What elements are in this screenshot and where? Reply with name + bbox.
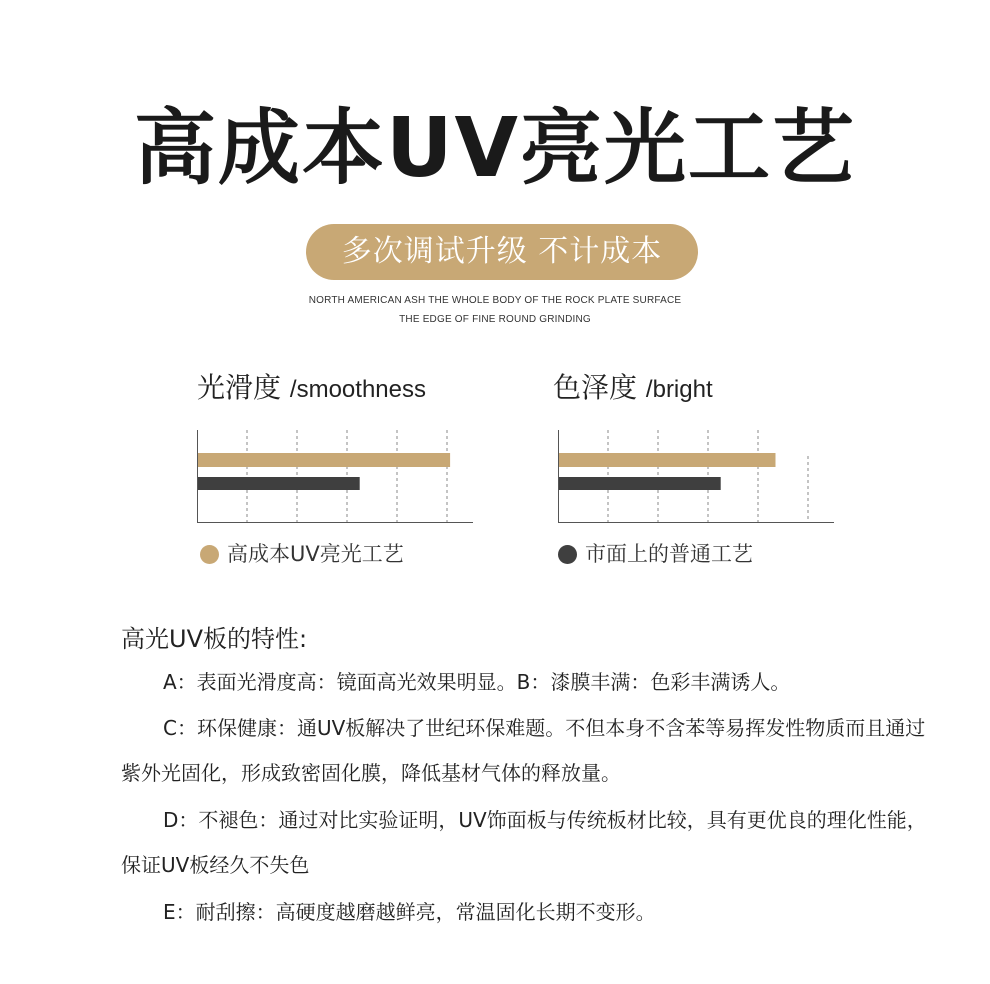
legend-market-label: 市面上的普通工艺 (585, 542, 753, 566)
english-caption-line-1: NORTH AMERICAN ASH THE WHOLE BODY OF THE ROCK PLATE SURFACE (308, 295, 682, 306)
legend-market (558, 544, 753, 565)
high-cost-bar (559, 453, 776, 467)
dark-dot-icon (558, 545, 577, 564)
legend-high-cost-label: 高成本UV亮光工艺 (227, 542, 404, 566)
feature-paragraph-e: E：耐刮擦：高硬度越磨越鲜亮，常温固化长期不变形。 (163, 900, 656, 924)
smoothness-title-en: /smoothness (289, 376, 426, 403)
legend-high-cost (200, 544, 404, 565)
page-title: 高成本UV亮光工艺 (133, 101, 857, 196)
bright-title-en: /bright (645, 376, 713, 403)
smoothness-chart-title (197, 371, 426, 404)
feature-paragraph-a-b: A：表面光滑度高：镜面高光效果明显。B：漆膜丰满：色彩丰满诱人。 (163, 670, 791, 694)
english-caption-line-2: THE EDGE OF FINE ROUND GRINDING (399, 314, 591, 325)
feature-paragraph-c: C：环保健康：通UV板解决了世纪环保难题。不但本身不含苯等易挥发性物质而且通过紫外光固化，形成致密固化膜，降低基材气体的释放量。 (121, 716, 926, 785)
feature-paragraph-d: D：不褪色：通过对比实验证明，UV饰面板与传统板材比较，具有更优良的理化性能，保证UV板经久不失色 (121, 808, 927, 877)
gold-dot-icon (200, 545, 219, 564)
subtitle-badge: 多次调试升级 不计成本 (306, 224, 698, 280)
market-bar (559, 477, 721, 490)
smoothness-chart (197, 428, 473, 524)
high-cost-bar (198, 453, 450, 467)
bright-title-cn: 色泽度 (553, 371, 638, 404)
smoothness-title-cn: 光滑度 (197, 371, 282, 404)
features-title: 高光UV板的特性: (121, 625, 308, 653)
market-bar (198, 477, 360, 490)
bright-chart (558, 428, 834, 524)
bright-chart-title (553, 371, 713, 404)
